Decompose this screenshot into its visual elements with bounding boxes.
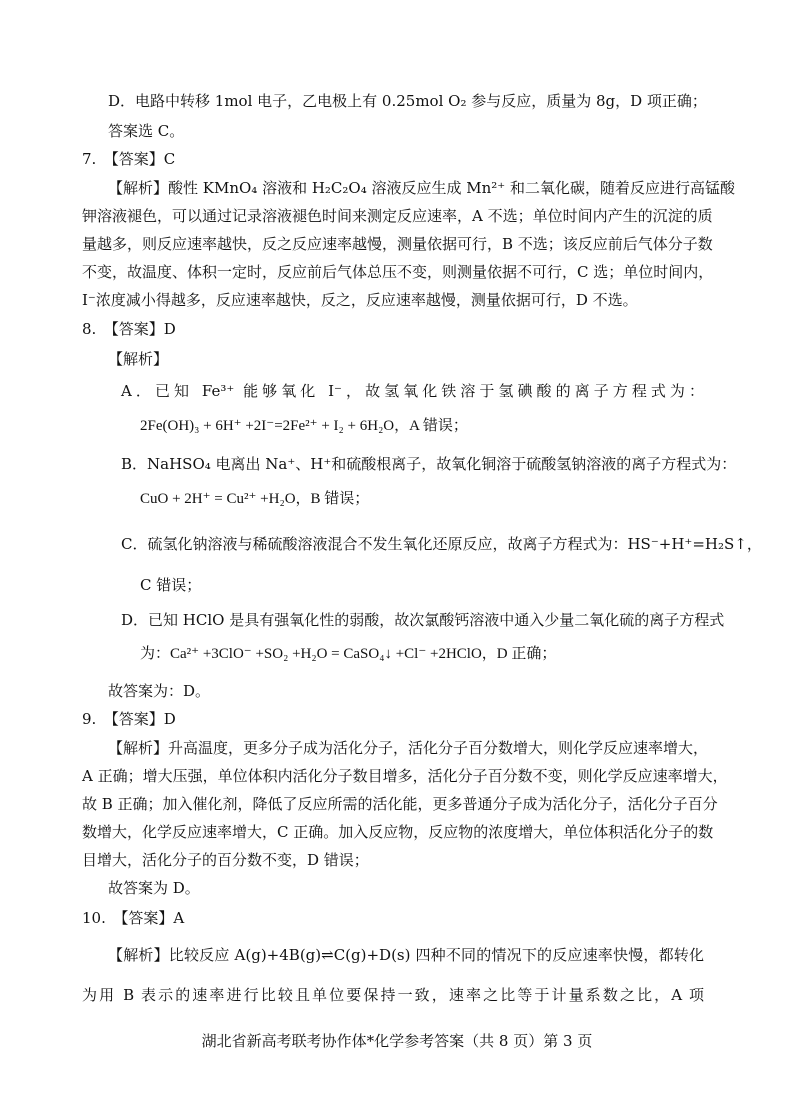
q9-heading: 9. 【答案】D [82, 710, 176, 728]
q7-line-3: 量越多，则反应速率越快，反之反应速率越慢，测量依据可行，B 不选；该反应前后气体分子数 [82, 235, 713, 253]
q9-line-3: 故 B 正确；加入催化剂，降低了反应所需的活化能，更多普通分子成为活化分子，活化分子百分 [82, 795, 718, 813]
q10-line-1: 【解析】比较反应 A(g)+4B(g)⇌C(g)+D(s) 四种不同的情况下的反应速率快慢，都转化 [108, 946, 704, 964]
q8-d-line-1: D．已知 HClO 是具有强氧化性的弱酸，故次氯酸钙溶液中通入少量二氧化硫的离子方程式 [121, 611, 725, 629]
page-footer: 湖北省新高考联考协作体*化学参考答案（共 8 页）第 3 页 [201, 1032, 593, 1050]
line-answer-c: 答案选 C。 [108, 122, 185, 140]
q8-c-line-2: C 错误； [140, 576, 202, 594]
q7-line-2: 钾溶液褪色，可以通过记录溶液褪色时间来测定反应速率，A 不选；单位时间内产生的沉淀的质 [82, 207, 713, 225]
q9-line-4: 数增大，化学反应速率增大，C 正确。加入反应物，反应物的浓度增大，单位体积活化分子的数 [82, 823, 714, 841]
line-d-electrode: D．电路中转移 1mol 电子，乙电极上有 0.25mol O₂ 参与反应，质量为 8g，D 项正确； [108, 92, 707, 110]
q8-c-line-1: C．硫氢化钠溶液与稀硫酸溶液混合不发生氧化还原反应，故离子方程式为：HS⁻+H⁺=H₂S↑， [121, 535, 762, 553]
q8-a-equation: 2Fe(OH)₃ + 6H⁺ +2I⁻=2Fe²⁺ + I₂ + 6H₂O，A 错误； [140, 418, 468, 434]
q8-b-equation: CuO + 2H⁺ = Cu²⁺ +H₂O，B 错误； [140, 491, 370, 507]
q7-line-1: 【解析】酸性 KMnO₄ 溶液和 H₂C₂O₄ 溶液反应生成 Mn²⁺ 和二氧化碳，随着反应进行高锰酸 [108, 179, 735, 197]
q10-heading: 10. 【答案】A [82, 909, 185, 927]
q10-line-2: 为用 B 表示的速率进行比较且单位要保持一致，速率之比等于计量系数之比，A 项 [82, 986, 704, 1004]
q8-analysis-label: 【解析】 [108, 350, 169, 368]
q7-line-4: 不变，故温度、体积一定时，反应前后气体总压不变，则测量依据不可行，C 选；单位时间内， [82, 263, 714, 281]
q8-a-line-1: A．已知 Fe³⁺ 能够氧化 I⁻，故氢氧化铁溶于氢碘酸的离子方程式为： [121, 382, 704, 400]
q9-conclusion: 故答案为 D。 [108, 879, 200, 897]
q7-heading: 7. 【答案】C [82, 150, 176, 168]
q9-line-1: 【解析】升高温度，更多分子成为活化分子，活化分子百分数增大，则化学反应速率增大， [108, 739, 709, 757]
q8-d-equation: 为：Ca²⁺ +3ClO⁻ +SO₂ +H₂O = CaSO₄↓ +Cl⁻ +2HClO，D 正确； [140, 646, 557, 662]
q8-b-line-1: B．NaHSO₄ 电离出 Na⁺、H⁺和硫酸根离子，故氧化铜溶于硫酸氢钠溶液的离子方程式为： [121, 455, 737, 473]
q8-heading: 8. 【答案】D [82, 320, 176, 338]
q7-line-5: I⁻浓度减小得越多，反应速率越快，反之，反应速率越慢，测量依据可行，D 不选。 [82, 291, 638, 309]
q9-line-2: A 正确；增大压强，单位体积内活化分子数目增多，活化分子百分数不变，则化学反应速率增大， [82, 767, 728, 785]
q8-conclusion: 故答案为：D。 [108, 682, 211, 700]
q9-line-5: 目增大，活化分子的百分数不变，D 错误； [82, 851, 369, 869]
